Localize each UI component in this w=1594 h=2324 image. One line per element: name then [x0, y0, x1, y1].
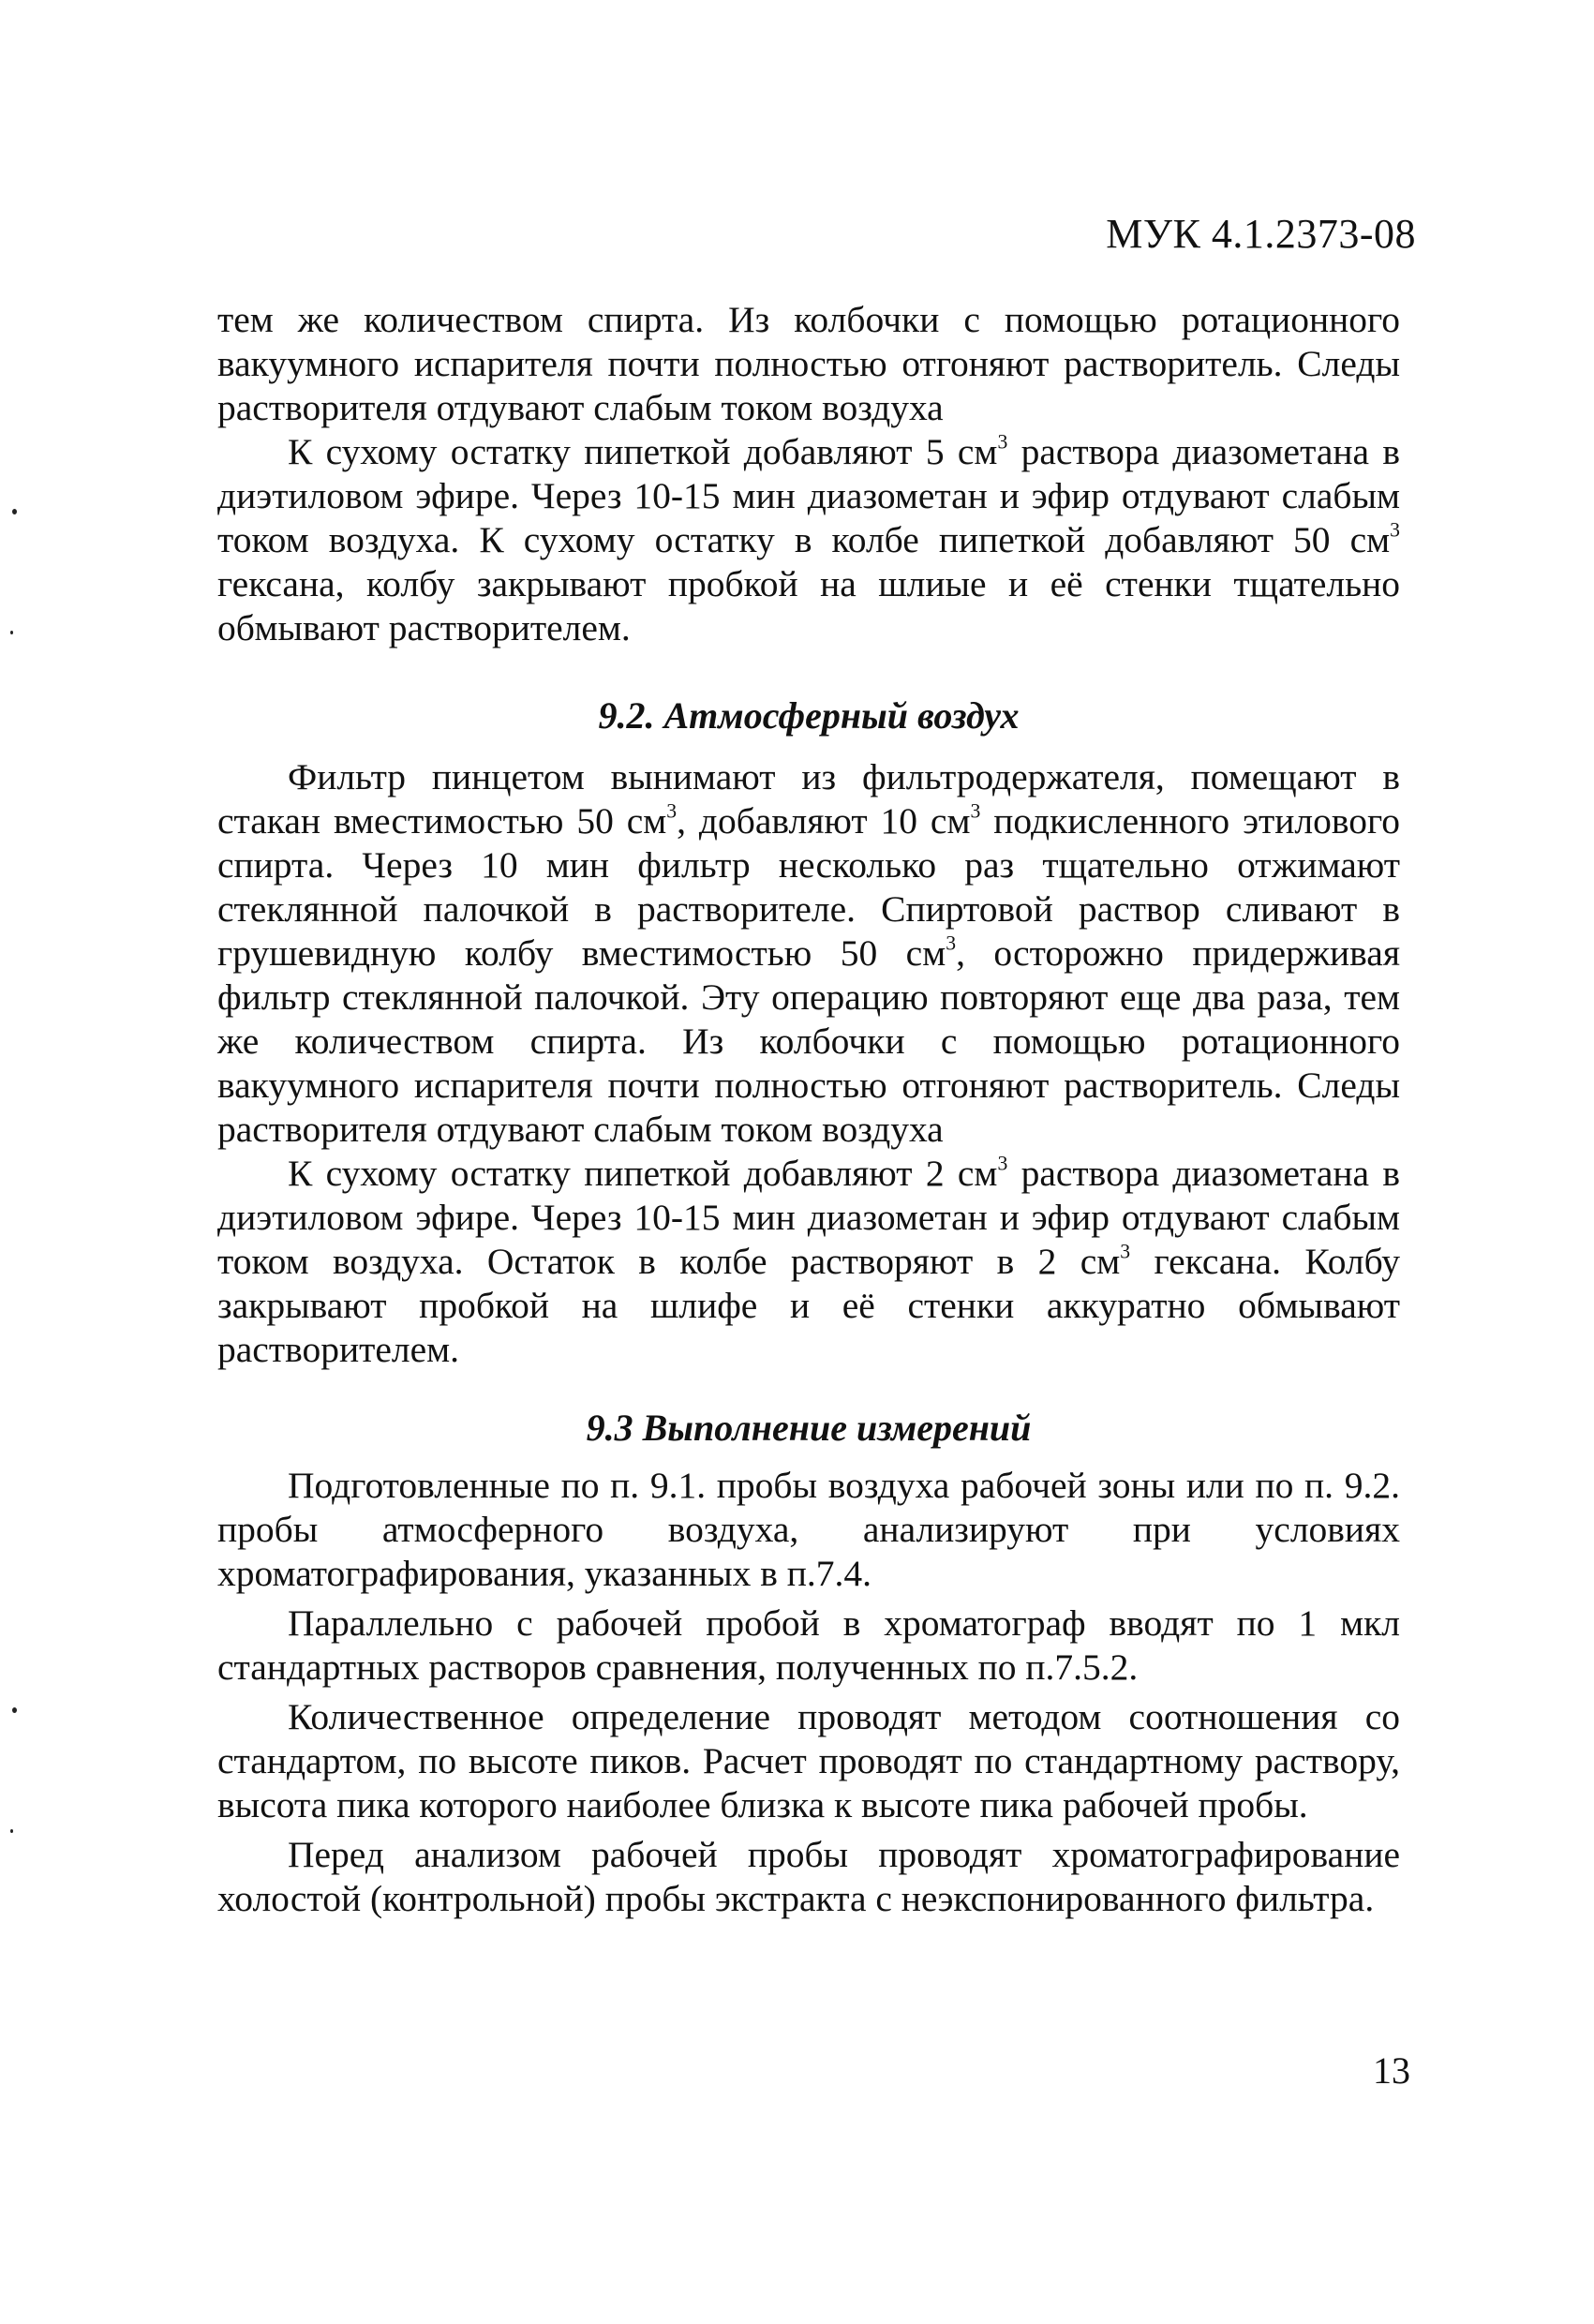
- section-heading-9-2: 9.2. Атмосферный воздух: [598, 694, 1020, 737]
- scan-speck: [10, 1829, 13, 1833]
- section-heading-9-3: 9.3 Выполнение измерений: [586, 1407, 1032, 1449]
- section-9-2-body: [217, 755, 1400, 1372]
- paragraph: тем же количеством спирта. Из колбочки с помощью ротационного вакуумного испарителя почти полностью отгоняют растворитель. Следы растворителя отдувают слабым током воздуха: [217, 299, 1400, 428]
- scan-speck: [12, 1707, 17, 1713]
- paragraph: Параллельно с рабочей пробой в хроматограф вводят по 1 мкл стандартных растворов сравнения, полученных по п.7.5.2.: [217, 1602, 1400, 1688]
- document-code: МУК 4.1.2373-08: [1106, 211, 1416, 257]
- section-9-3-body: [217, 1464, 1400, 1921]
- scan-speck: [10, 631, 13, 634]
- paragraph: К сухому остатку пипеткой добавляют 2 $см^3$ раствора диазометана в диэтиловом эфире. Через 10-15 мин диазометан и эфир отдувают слабым током воздуха. Остаток в колбе растворяют в 2 $см^3$ гексана. Колбу закрывают пробкой на шлифе и её стенки аккуратно обмывают растворителем.: [217, 1152, 1400, 1370]
- paragraph: Количественное определение проводят методом соотношения со стандартом, по высоте пиков. Расчет проводят по стандартному раствору, высота пика которого наиболее близка к высоте пика рабочей пробы.: [217, 1696, 1400, 1825]
- scan-speck: [12, 509, 17, 514]
- paragraph: Подготовленные по п. 9.1. пробы воздуха рабочей зоны или по п. 9.2. пробы атмосферного воздуха, анализируют при условиях хроматографирования, указанных в п.7.4.: [217, 1465, 1400, 1594]
- paragraph: Фильтр пинцетом вынимают из фильтродержателя, помещают в стакан вместимостью 50 $см^3$, добавляют 10 $см^3$ подкисленного этилового спирта. Через 10 мин фильтр несколько раз тщательно отжимают стеклянной палочкой в растворителе. Спиртовой раствор сливают в грушевидную колбу вместимостью 50 $см^3$, осторожно придерживая фильтр стеклянной палочкой. Эту операцию повторяют еще два раза, тем же количеством спирта. Из колбочки с помощью ротационного вакуумного испарителя почти полностью отгоняют растворитель. Следы растворителя отдувают слабым током воздуха: [217, 756, 1400, 1150]
- continuation-block: [217, 298, 1400, 650]
- paragraph: Перед анализом рабочей пробы проводят хроматографирование холостой (контрольной) пробы экстракта с неэкспонированного фильтра.: [217, 1834, 1400, 1919]
- paragraph: К сухому остатку пипеткой добавляют 5 $см^3$ раствора диазометана в диэтиловом эфире. Через 10-15 мин диазометан и эфир отдувают слабым током воздуха. К сухому остатку в колбе пипеткой добавляют 50 $см^3$ гексана, колбу закрывают пробкой на шлиые и её стенки тщательно обмывают растворителем.: [217, 430, 1400, 648]
- page-number: 13: [1373, 2049, 1410, 2092]
